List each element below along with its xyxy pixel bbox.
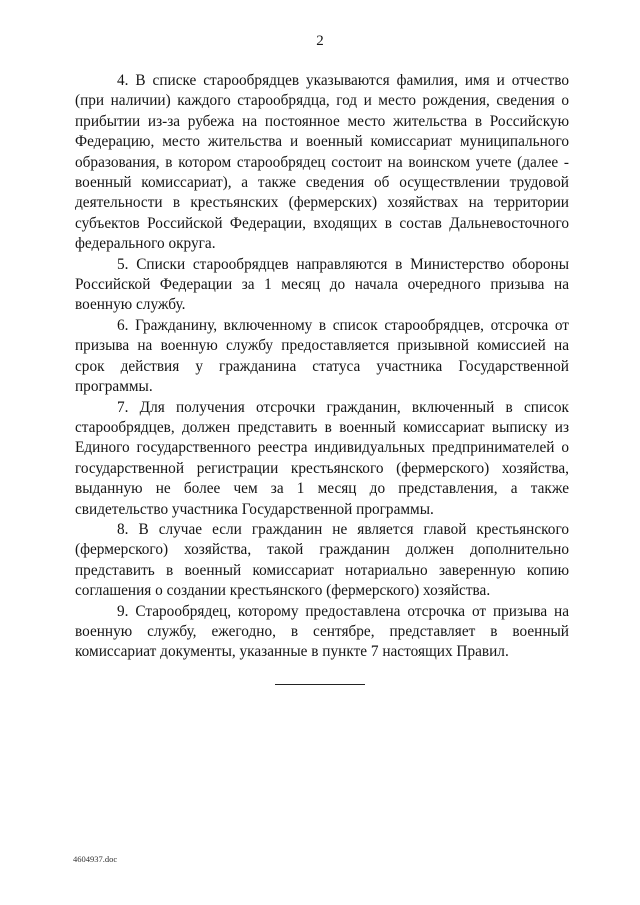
page-number: 2 — [316, 33, 324, 49]
document-file-id: 4604937.doc — [73, 854, 118, 864]
end-separator-line — [275, 684, 365, 685]
paragraph-8: 8. В случае если гражданин не является главой крестьянского (фермерского) хозяйства, такой гражданин должен дополнительно представить в военный комиссариат нотариально заверенную копию соглашения о создании крестьянского (фермерского) хозяйства. — [75, 520, 569, 600]
document-body — [75, 71, 569, 663]
paragraph-6: 6. Гражданину, включенному в список старообрядцев, отсрочка от призыва на военную службу предоставляется призывной комиссией на срок действия у гражданина статуса участника Государственной программы. — [75, 316, 569, 396]
paragraph-9: 9. Старообрядец, которому предоставлена отсрочка от призыва на военную службу, ежегодно, в сентябре, представляет в военный комиссариат документы, указанные в пункте 7 настоящих Правил. — [75, 602, 569, 661]
paragraph-5: 5. Списки старообрядцев направляются в Министерство обороны Российской Федерации за 1 месяц до начала очередного призыва на военную службу. — [75, 255, 569, 314]
paragraph-4: 4. В списке старообрядцев указываются фамилия, имя и отчество (при наличии) каждого старообрядца, год и место рождения, сведения о прибытии из-за рубежа на постоянное место жительства в Российскую Федерацию, место жительства и военный комиссариат муниципального образования, в котором старообрядец состоит на воинском учете (далее - военный комиссариат), а также сведения об осуществлении трудовой деятельности в крестьянских (фермерских) хозяйствах на территории субъектов Российской Федерации, входящих в состав Дальневосточного федерального округа. — [75, 72, 569, 253]
paragraph-7: 7. Для получения отсрочки гражданин, включенный в список старообрядцев, должен представить в военный комиссариат выписку из Единого государственного реестра индивидуальных предпринимателей о государственной регистрации крестьянского (фермерского) хозяйства, выданную не более чем за 1 месяц до представления, а также свидетельство участника Государственной программы. — [75, 398, 569, 518]
